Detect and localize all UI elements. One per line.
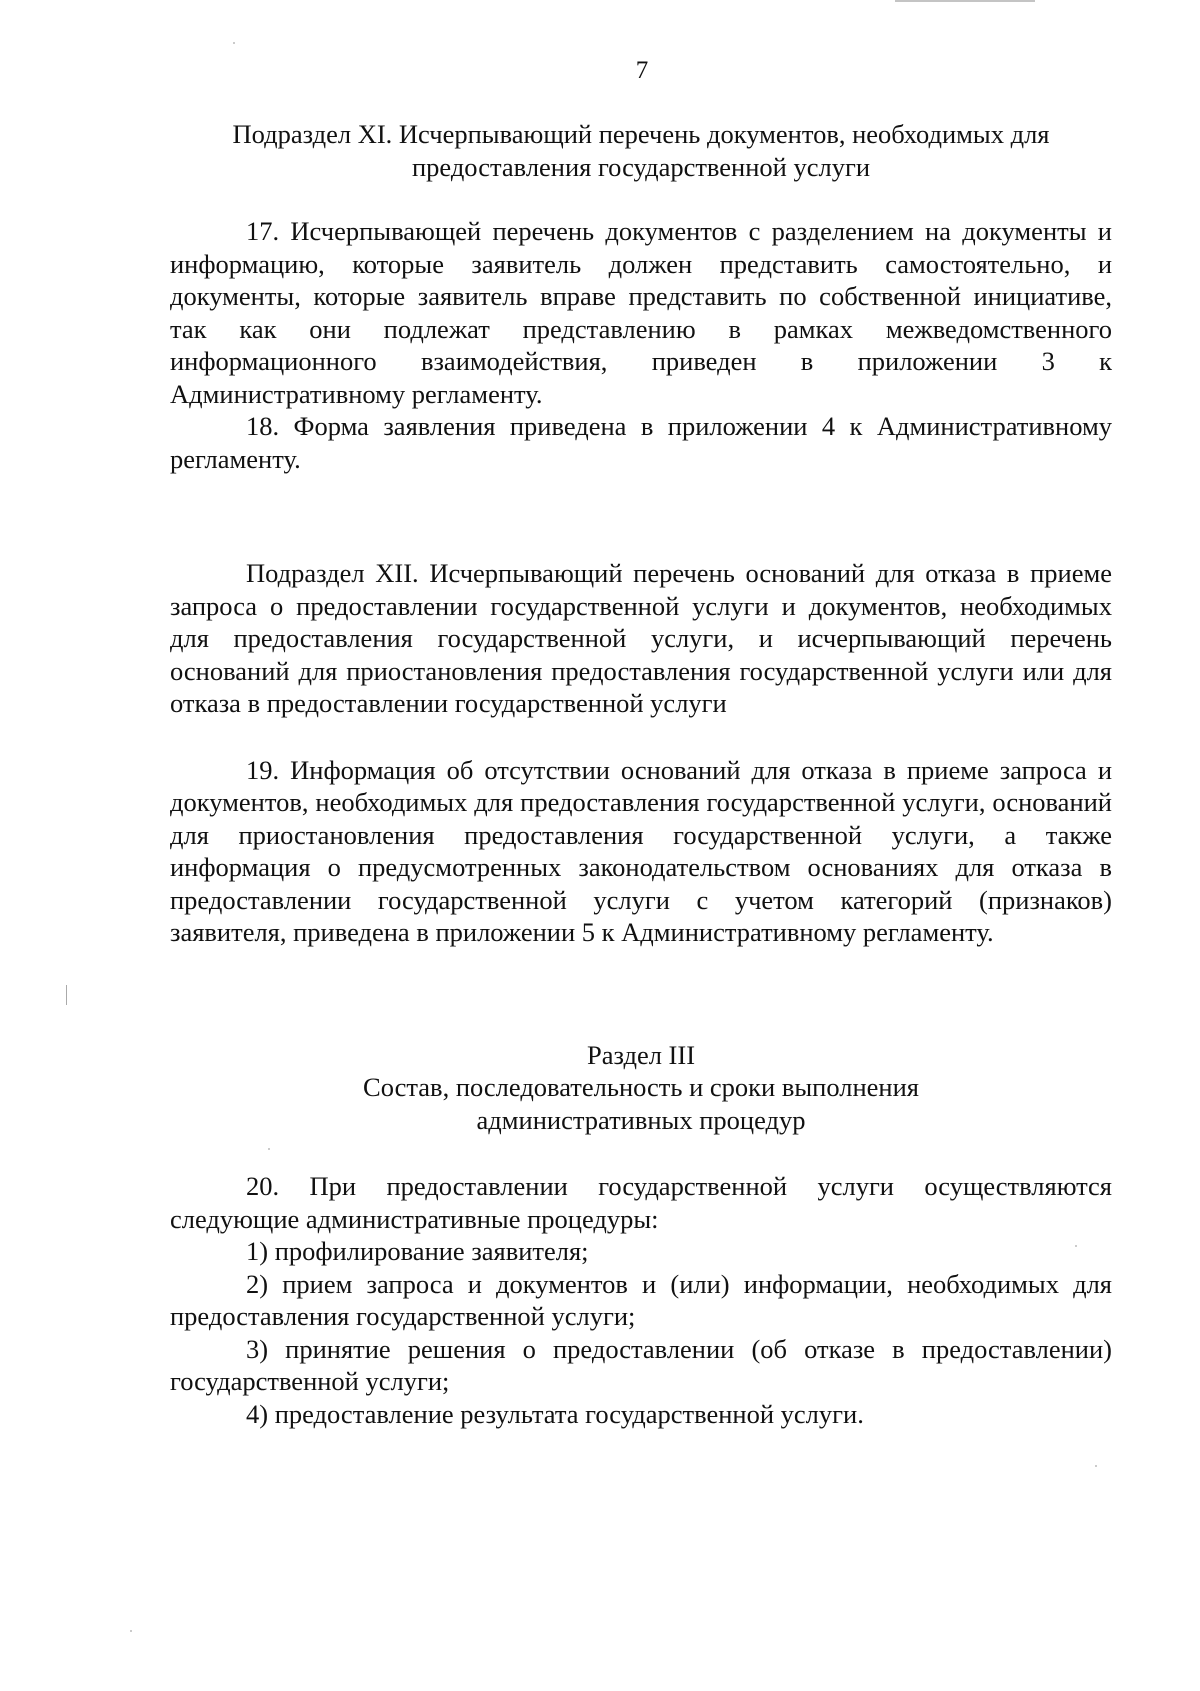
paragraph-18: 18. Форма заявления приведена в приложении 4 к Административному регламенту. — [170, 411, 1112, 474]
paragraph-19: 19. Информация об отсутствии оснований для отказа в приеме запроса и документов, необходимых для предоставления государственной услуги, оснований для приостановления предоставления государственной услуги, а также информация о предусмотренных законодательством основаниях для отказа в предоставлении государственной услуги с учетом категорий (признаков) заявителя, приведена в приложении 5 к Административному регламенту. — [170, 754, 1112, 947]
subsection-12-heading: Подраздел XII. Исчерпывающий перечень оснований для отказа в приеме запроса о предоставлении государственной услуги и документов, необходимых для предоставления государственной услуги, и исчерпывающий перечень оснований для приостановления предоставления государственной услуги или для отказа в предоставлении государственной услуги — [170, 558, 1112, 718]
scan-speck — [130, 1630, 132, 1632]
paragraph-20: 20. При предоставлении государственной услуги осуществляются следующие административные процедуры: — [170, 1171, 1112, 1234]
procedure-item: 1) профилирование заявителя; — [246, 1236, 589, 1266]
procedure-item: 4) предоставление результата государственной услуги. — [246, 1398, 864, 1429]
scan-speck — [233, 42, 235, 44]
section-3-title: Раздел III — [586, 1039, 696, 1070]
page-number: 7 — [635, 57, 649, 84]
section-3-subtitle: Состав, последовательность и сроки выполнения административных процедур — [363, 1072, 919, 1135]
subsection-11-heading: Подраздел XI. Исчерпывающий перечень документов, необходимых для предоставления государственной услуги — [232, 119, 1050, 182]
procedure-item: 2) прием запроса и документов и (или) информации, необходимых для предоставления государственной услуги; — [170, 1268, 1112, 1331]
scan-artifact — [895, 0, 1035, 2]
document-body — [170, 118, 1112, 1430]
paragraph-17: 17. Исчерпывающей перечень документов с разделением на документы и информацию, которые заявитель должен представить самостоятельно, и документы, которые заявитель вправе представить по собственной инициативе, так как они подлежат представлению в рамках межведомственного информационного взаимодействия, приведен в приложении 3 к Административному регламенту. — [170, 216, 1112, 409]
scan-speck — [1095, 1465, 1097, 1467]
procedure-item: 3) принятие решения о предоставлении (об отказе в предоставлении) государственной услуги; — [170, 1333, 1112, 1396]
scan-artifact — [66, 985, 67, 1005]
